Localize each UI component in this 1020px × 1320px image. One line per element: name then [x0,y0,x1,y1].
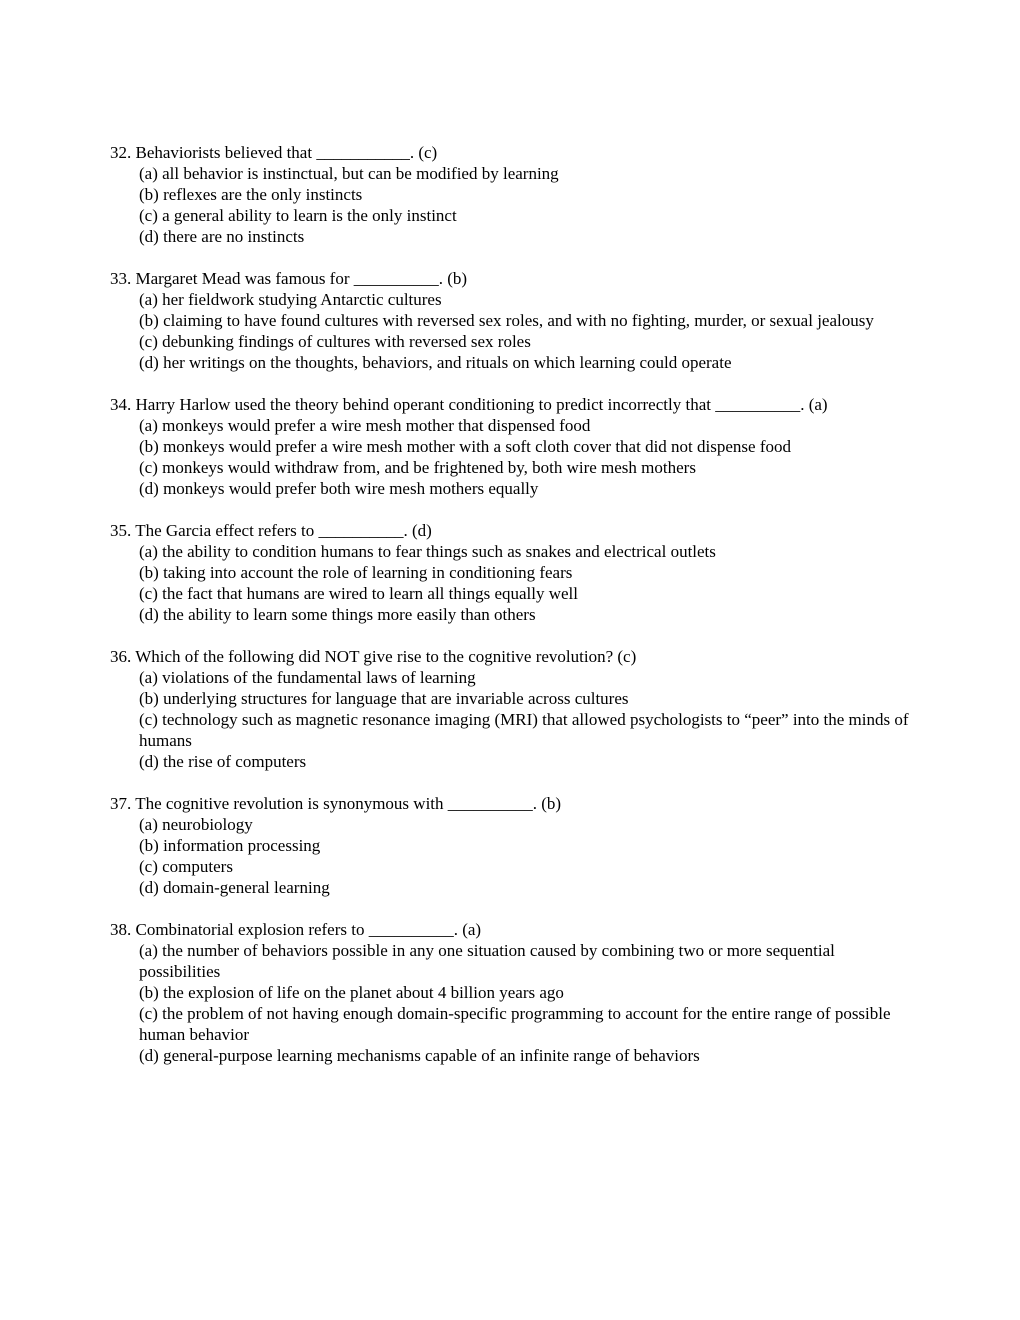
option-b: (b) information processing [139,836,321,855]
question-stem: 34. Harry Harlow used the theory behind operant conditioning to predict incorrectly that __________. (a) [110,395,828,414]
option-list [139,940,910,1066]
option-a: (a) the number of behaviors possible in any one situation caused by combining two or more sequential possibilities [139,941,835,981]
option-d: (d) the ability to learn some things more easily than others [139,605,536,624]
question-stem: 38. Combinatorial explosion refers to __________. (a) [110,920,482,939]
question-37 [110,793,910,898]
option-c: (c) the problem of not having enough domain-specific programming to account for the entire range of possible human behavior [139,1004,891,1044]
option-b: (b) claiming to have found cultures with reversed sex roles, and with no fighting, murder, or sexual jealousy [139,311,874,330]
option-list [139,667,910,772]
option-list [139,814,910,898]
question-32 [110,142,910,247]
option-c: (c) debunking findings of cultures with reversed sex roles [139,332,531,351]
question-stem: 37. The cognitive revolution is synonymous with __________. (b) [110,794,562,813]
option-a: (a) monkeys would prefer a wire mesh mother that dispensed food [139,416,591,435]
option-c: (c) monkeys would withdraw from, and be frightened by, both wire mesh mothers [139,458,696,477]
option-b: (b) the explosion of life on the planet about 4 billion years ago [139,983,564,1002]
option-d: (d) domain-general learning [139,878,330,897]
option-d: (d) her writings on the thoughts, behaviors, and rituals on which learning could operate [139,353,732,372]
option-a: (a) the ability to condition humans to fear things such as snakes and electrical outlets [139,542,716,561]
option-list [139,541,910,625]
question-stem: 36. Which of the following did NOT give rise to the cognitive revolution? (c) [110,647,637,666]
option-a: (a) neurobiology [139,815,253,834]
option-d: (d) there are no instincts [139,227,305,246]
option-b: (b) monkeys would prefer a wire mesh mother with a soft cloth cover that did not dispense food [139,437,791,456]
option-b: (b) underlying structures for language that are invariable across cultures [139,689,629,708]
option-list [139,415,910,499]
question-36 [110,646,910,772]
question-34 [110,394,910,499]
option-b: (b) reflexes are the only instincts [139,185,363,204]
question-stem: 35. The Garcia effect refers to __________. (d) [110,521,432,540]
question-35 [110,520,910,625]
option-a: (a) her fieldwork studying Antarctic cultures [139,290,442,309]
option-list [139,163,910,247]
option-c: (c) technology such as magnetic resonance imaging (MRI) that allowed psychologists to “peer” into the minds of humans [139,710,909,750]
option-list [139,289,910,373]
option-d: (d) the rise of computers [139,752,307,771]
question-stem: 32. Behaviorists believed that ___________. (c) [110,143,438,162]
question-stem: 33. Margaret Mead was famous for __________. (b) [110,269,468,288]
option-c: (c) computers [139,857,233,876]
document-page [110,142,910,1087]
option-a: (a) violations of the fundamental laws of learning [139,668,476,687]
option-b: (b) taking into account the role of learning in conditioning fears [139,563,573,582]
question-38 [110,919,910,1066]
question-33 [110,268,910,373]
option-d: (d) monkeys would prefer both wire mesh mothers equally [139,479,539,498]
option-d: (d) general-purpose learning mechanisms capable of an infinite range of behaviors [139,1046,700,1065]
option-a: (a) all behavior is instinctual, but can be modified by learning [139,164,559,183]
option-c: (c) the fact that humans are wired to learn all things equally well [139,584,579,603]
option-c: (c) a general ability to learn is the only instinct [139,206,457,225]
